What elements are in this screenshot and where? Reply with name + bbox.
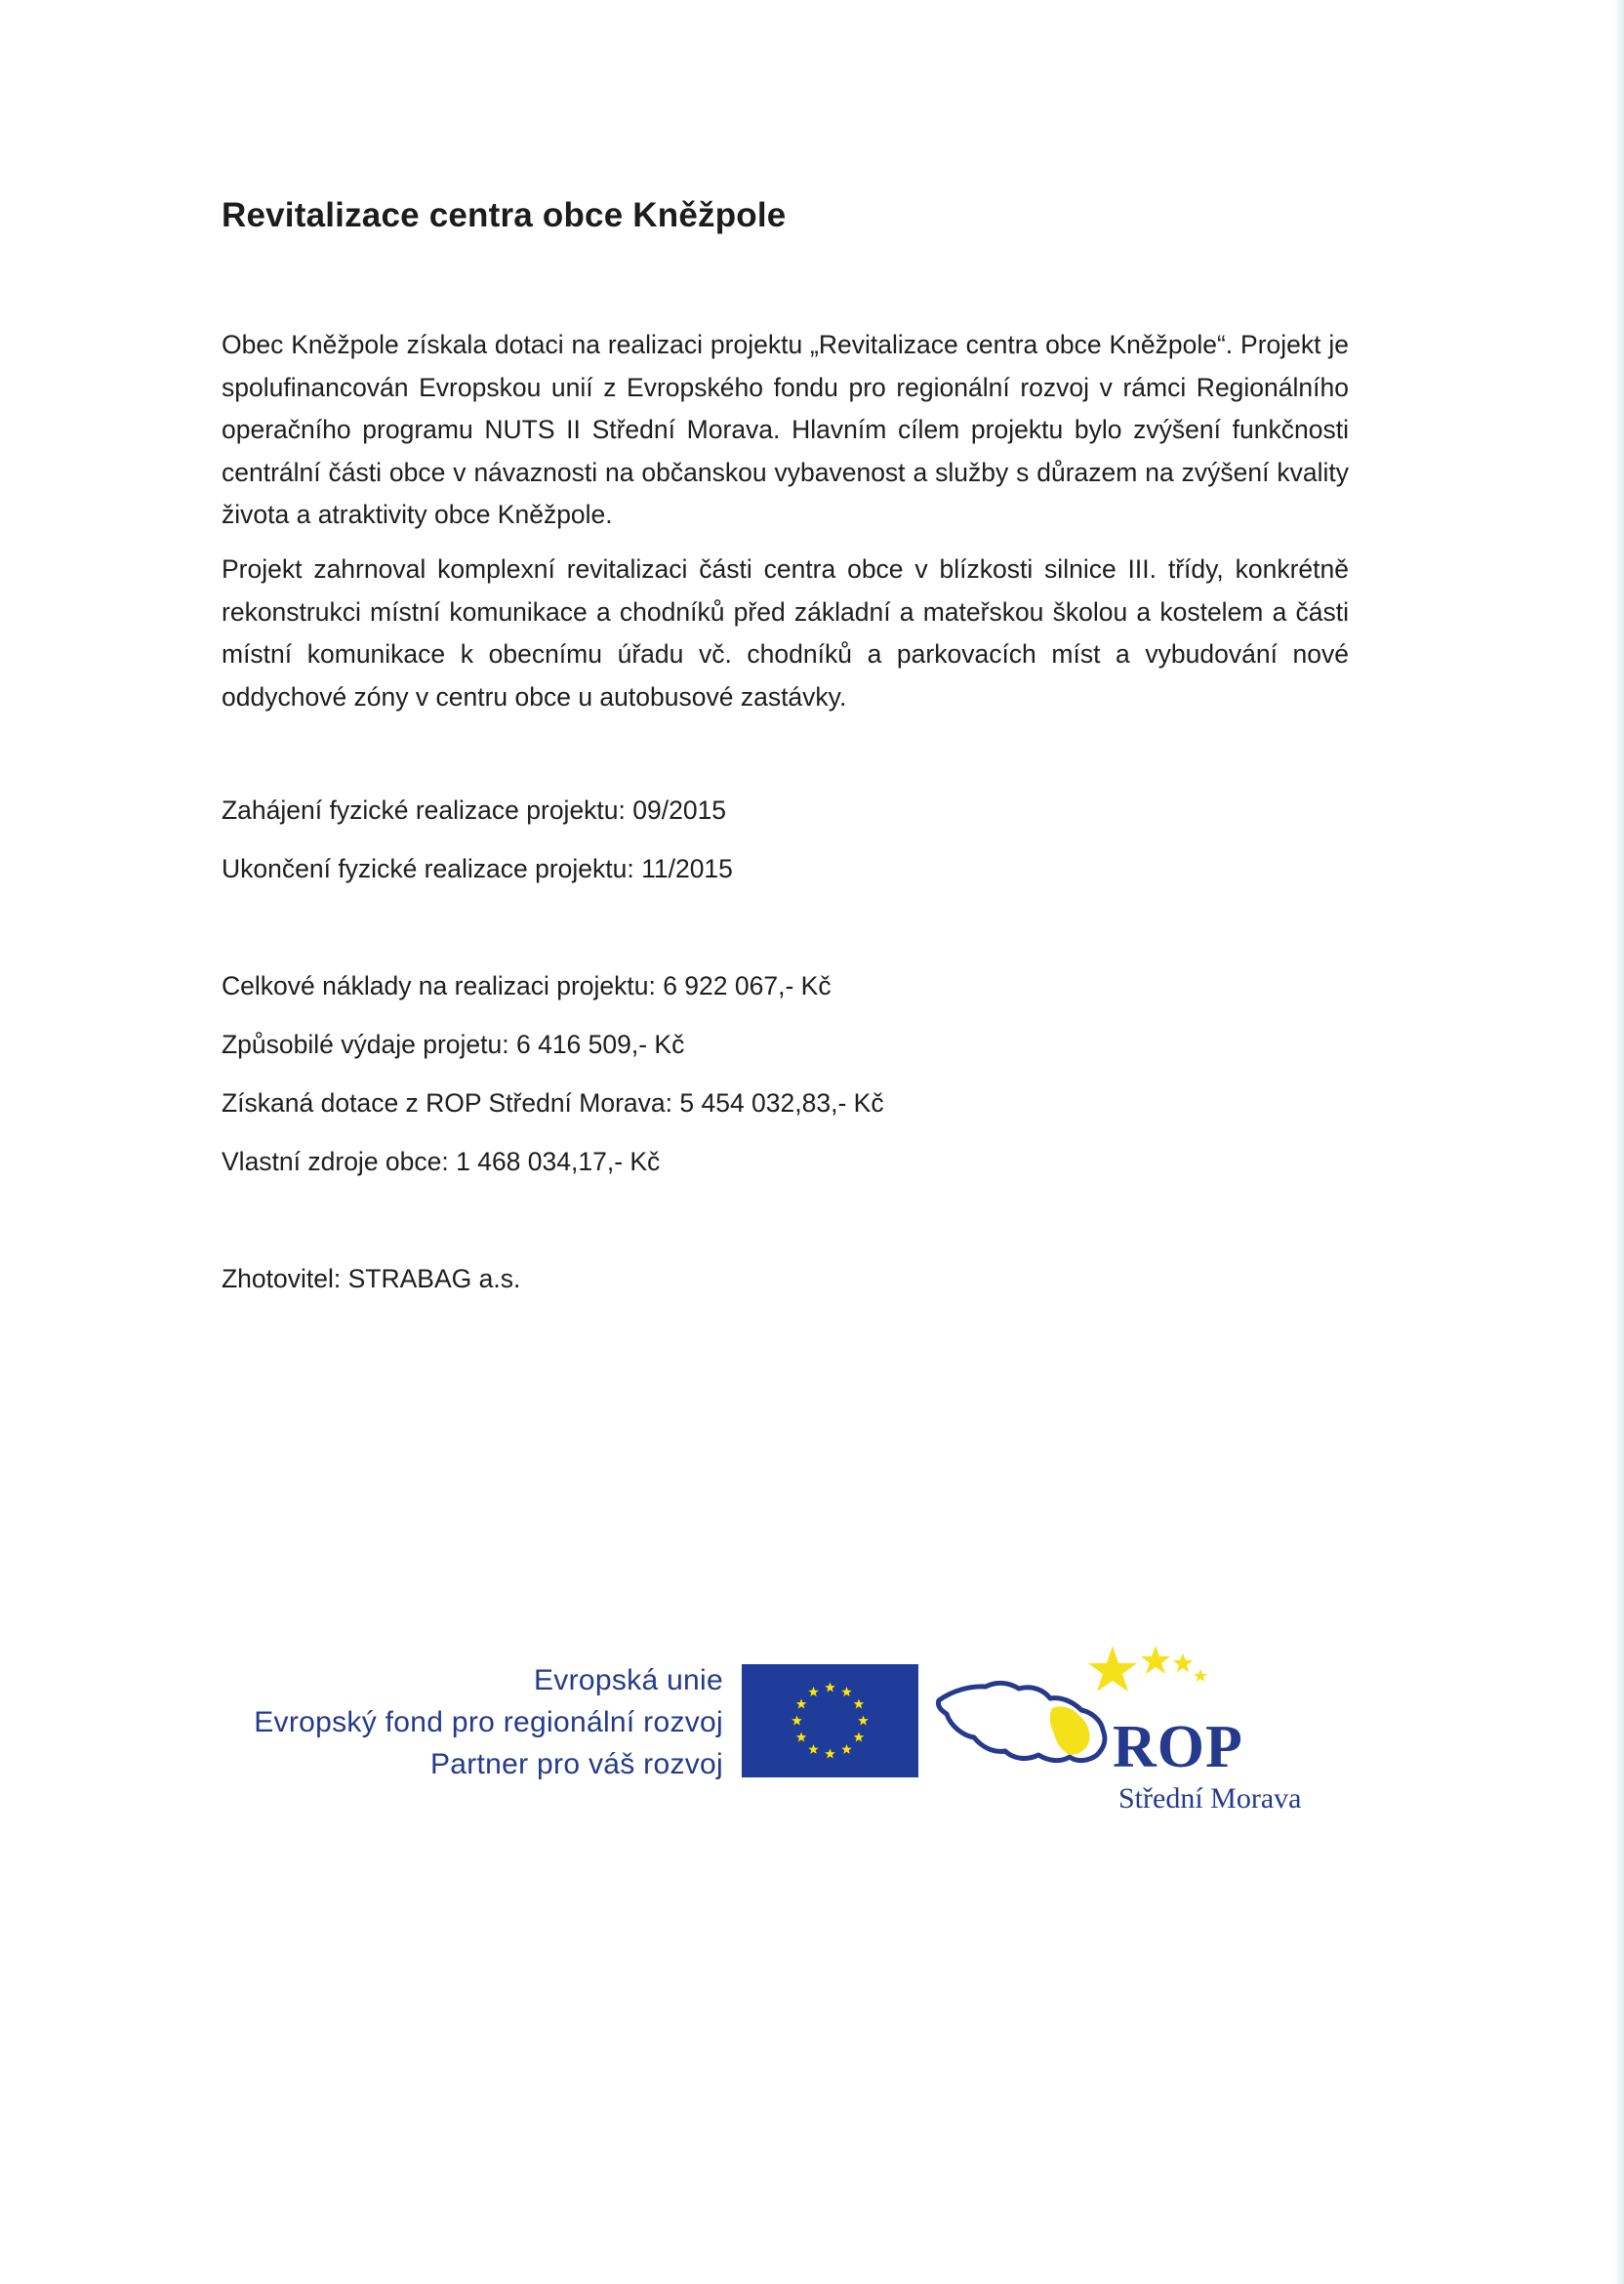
eu-fund-text: Evropský fond pro regionální rozvoj xyxy=(254,1706,723,1738)
rop-region: Střední Morava xyxy=(1118,1782,1302,1815)
paragraph-intro: Obec Kněžpole získala dotaci na realizaci projektu „Revitalizace centra obce Kněžpole“. Projekt je spolufinancován Evropskou unií z Evropského fondu pro regionální rozvoj v rámci Regionálního operačního programu NUTS II Střední Morava. Hlavním cílem projektu bylo zvýšení funkčnosti centrální části obce v návaznosti na občanskou vybavenost a služby s důrazem na zvýšení kvality života a atraktivity obce Kněžpole. xyxy=(222,330,1349,529)
eligible-costs-line: Způsobilé výdaje projetu: 6 416 509,- Kč xyxy=(222,1030,685,1059)
medium-star-icon xyxy=(1141,1646,1170,1674)
total-costs-line: Celkové náklady na realizaci projektu: 6 922 067,- Kč xyxy=(222,971,832,1000)
tiny-star-icon xyxy=(1194,1669,1207,1682)
eu-union-text: Evropská unie xyxy=(533,1664,723,1696)
contractor-line: Zhotovitel: STRABAG a.s. xyxy=(222,1264,521,1293)
eu-flag-icon xyxy=(742,1664,918,1777)
page-title: Revitalizace centra obce Kněžpole xyxy=(222,196,787,234)
eu-partner-text: Partner pro váš rozvoj xyxy=(429,1748,723,1780)
start-date-line: Zahájení fyzické realizace projektu: 09/2015 xyxy=(222,795,727,825)
grant-line: Získaná dotace z ROP Střední Morava: 5 454 032,83,- Kč xyxy=(222,1088,884,1118)
big-star-icon xyxy=(1088,1646,1137,1692)
eu-stars xyxy=(742,1664,918,1777)
small-star-icon xyxy=(1173,1653,1193,1672)
rop-name: ROP xyxy=(1113,1714,1243,1780)
own-resources-line: Vlastní zdroje obce: 1 468 034,17,- Kč xyxy=(222,1147,661,1176)
page-edge xyxy=(1614,0,1624,2284)
paragraph-scope: Projekt zahrnoval komplexní revitalizaci části centra obce v blízkosti silnice III. třídy, konkrétně rekonstrukci místní komunikace a chodníků před základní a mateřskou školou a kostelem a části místní komunikace k obecnímu úřadu vč. chodníků a parkovacích míst a vybudování nové oddychové zóny v centru obce u autobusové zastávky. xyxy=(222,554,1349,712)
end-date-line: Ukončení fyzické realizace projektu: 11/2015 xyxy=(222,854,733,883)
